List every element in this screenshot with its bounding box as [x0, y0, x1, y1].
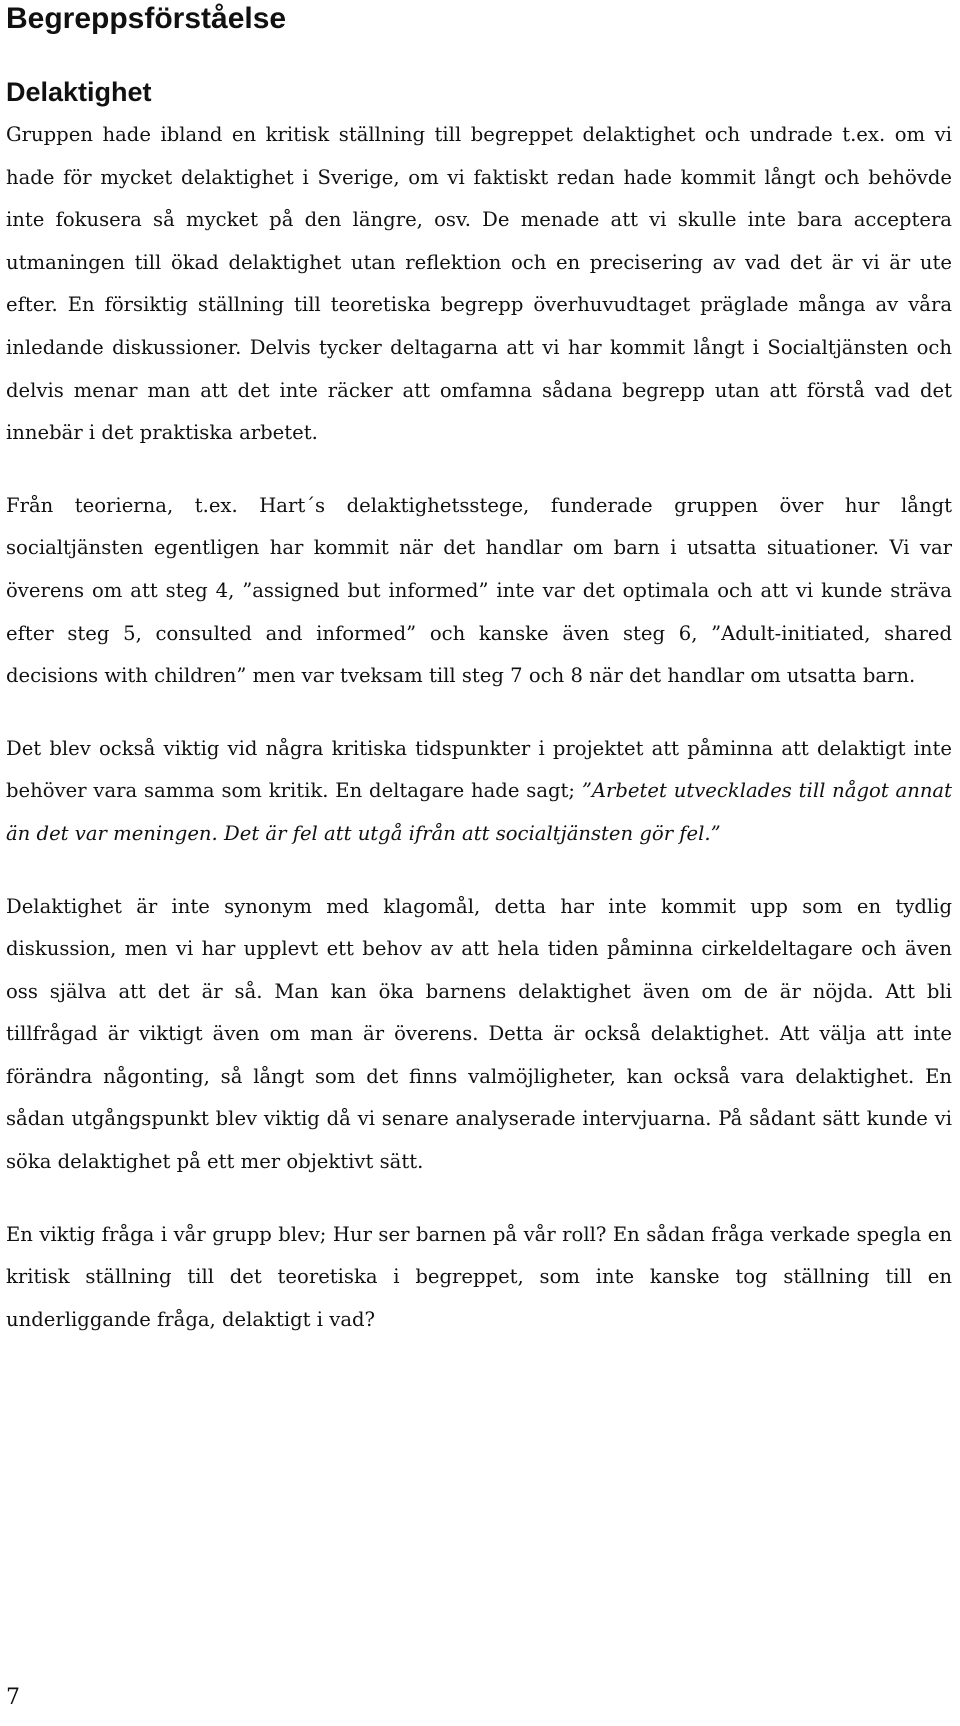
quote-text: ”Arbetet utvecklades till något annat än det var meningen. Det är fel att utgå ifrån att socialtjänsten gör fel.” — [6, 779, 952, 845]
paragraph — [6, 1214, 952, 1342]
paragraph-text: Gruppen hade ibland en kritisk ställning till begreppet delaktighet och undrade t.ex. om vi hade för mycket delaktighet i Sverige, om vi faktiskt redan hade kommit långt och behövde inte fokusera så mycket på den längre, osv. De menade att vi skulle inte bara acceptera utmaningen till ökad delaktighet utan reflektion och en precisering av vad det är vi är ute efter. En försiktig ställning till teoretiska begrepp överhuvudtaget präglade många av våra inledande diskussioner. Delvis tycker deltagarna att vi har kommit långt i Socialtjänsten och delvis menar man att det inte räcker att omfamna sådana begrepp utan att förstå vad det innebär i det praktiska arbetet. — [6, 123, 952, 445]
paragraph — [6, 728, 952, 856]
section-heading: Delaktighet — [6, 77, 152, 107]
page-number: 7 — [6, 1685, 20, 1710]
paragraph-text: Det blev också viktig vid några kritiska tidspunkter i projektet att påminna att delaktigt inte behöver vara samma som kritik. En deltagare hade sagt; — [6, 736, 952, 803]
page-title: Begreppsförståelse — [6, 2, 287, 35]
paragraph — [6, 485, 952, 698]
paragraph — [6, 886, 952, 1184]
paragraph — [6, 114, 952, 455]
paragraph-text: Delaktighet är inte synonym med klagomål, detta har inte kommit upp som en tydlig diskussion, men vi har upplevt ett behov av att hela tiden påminna cirkeldeltagare och även oss själva att det är så. Man kan öka barnens delaktighet även om de är nöjda. Att bli tillfrågad är viktigt även om man är överens. Detta är också delaktighet. Att välja att inte förändra någonting, så långt som det finns valmöjligheter, kan också vara delaktighet. En sådan utgångspunkt blev viktig då vi senare analyserade intervjuarna. På sådant sätt kunde vi söka delaktighet på ett mer objektivt sätt. — [6, 894, 952, 1174]
document-page — [6, 0, 952, 1341]
paragraph-text: Från teorierna, t.ex. Hart´s delaktighetsstege, funderade gruppen över hur långt socialtjänsten egentligen har kommit när det handlar om barn i utsatta situationer. Vi var överens om att steg 4, ”assigned but informed” inte var det optimala och att vi kunde sträva efter steg 5, consulted and informed” och kanske även steg 6, ”Adult-initiated, shared decisions with children” men var tveksam till steg 7 och 8 när det handlar om utsatta barn. — [6, 493, 952, 688]
paragraph-text: En viktig fråga i vår grupp blev; Hur ser barnen på vår roll? En sådan fråga verkade spegla en kritisk ställning till det teoretiska i begreppet, som inte kanske tog ställning till en underliggande fråga, delaktigt i vad? — [6, 1222, 952, 1331]
